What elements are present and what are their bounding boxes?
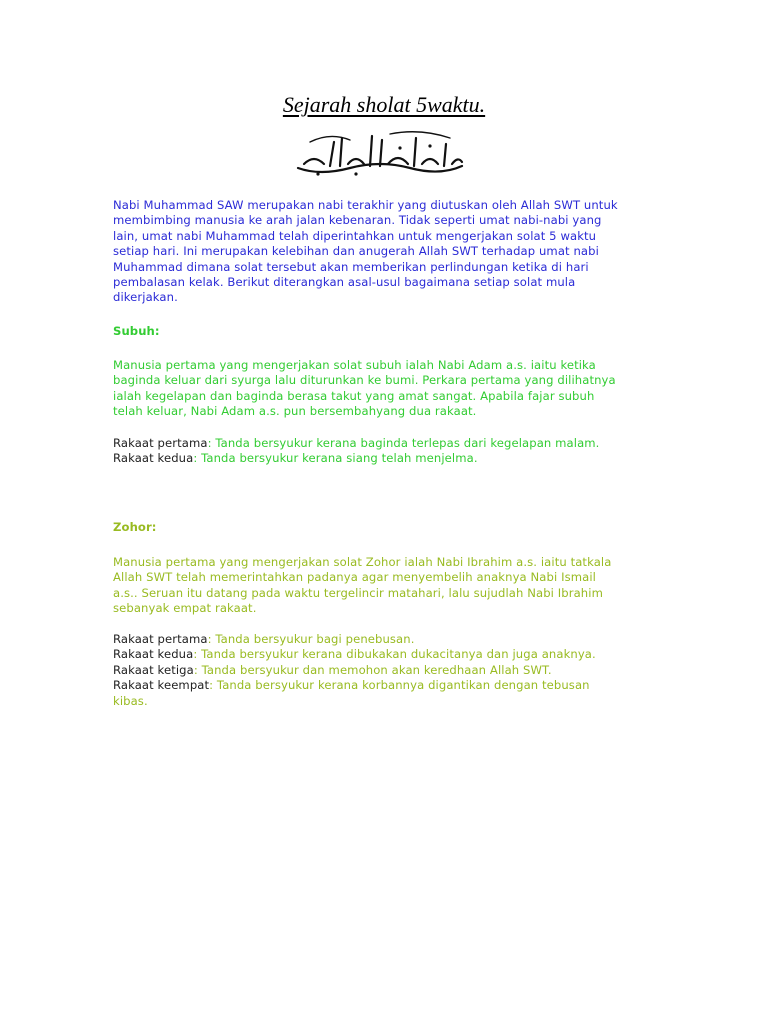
subuh-line: baginda keluar dari syurga lalu diturunkan ke bumi. Perkara pertama yang dilihatnya bbox=[113, 373, 616, 388]
subuh-line: ialah kegelapan dan baginda berasa takut yang amat sangat. Apabila fajar subuh bbox=[113, 388, 595, 403]
zohor-rakaat-list bbox=[113, 632, 633, 709]
rakaat-text: : Tanda bersyukur bagi penebusan. bbox=[207, 632, 415, 646]
rakaat-text: : Tanda bersyukur dan memohon akan keredhaan Allah SWT. bbox=[193, 662, 552, 677]
page-title bbox=[0, 92, 768, 118]
rakaat-label: Rakaat pertama bbox=[113, 436, 208, 450]
title-text: Sejarah sholat 5waktu. bbox=[282, 92, 486, 117]
rakaat-item bbox=[113, 632, 633, 647]
subuh-line: telah keluar, Nabi Adam a.s. pun bersembahyang dua rakaat. bbox=[113, 404, 477, 419]
intro-line: Nabi Muhammad SAW merupakan nabi terakhir yang diutuskan oleh Allah SWT untuk bbox=[113, 198, 618, 212]
rakaat-item bbox=[113, 451, 633, 466]
rakaat-text: : Tanda bersyukur kerana baginda terlepas dari kegelapan malam. bbox=[207, 436, 600, 450]
intro-line: lain, umat nabi Muhammad telah diperintahkan untuk mengerjakan solat 5 waktu bbox=[113, 228, 597, 243]
rakaat-label: Rakaat kedua bbox=[113, 451, 194, 466]
intro-line: Muhammad dimana solat tersebut akan memberikan perlindungan ketika di hari bbox=[113, 259, 589, 274]
zohor-line: Allah SWT telah memerintahkan padanya agar menyembelih anaknya Nabi Ismail bbox=[113, 570, 596, 585]
intro-paragraph bbox=[113, 198, 633, 306]
bismillah-calligraphy-icon bbox=[290, 124, 470, 184]
rakaat-item bbox=[113, 678, 633, 693]
zohor-paragraph bbox=[113, 555, 633, 617]
rakaat-label: Rakaat keempat bbox=[113, 678, 210, 693]
intro-line: membimbing manusia ke arah jalan kebenaran. Tidak seperti umat nabi-nabi yang bbox=[113, 213, 602, 228]
rakaat-item bbox=[113, 436, 633, 451]
intro-line: setiap hari. Ini merupakan kelebihan dan anugerah Allah SWT terhadap umat nabi bbox=[113, 244, 599, 259]
rakaat-continuation: kibas. bbox=[113, 693, 148, 708]
zohor-line: sebanyak empat rakaat. bbox=[113, 601, 257, 616]
rakaat-item bbox=[113, 663, 633, 678]
rakaat-label: Rakaat pertama bbox=[113, 632, 208, 646]
zohor-line: Manusia pertama yang mengerjakan solat Zohor ialah Nabi Ibrahim a.s. iaitu tatkala bbox=[113, 555, 612, 569]
intro-line: pembalasan kelak. Berikut diterangkan asal-usul bagaimana setiap solat mula bbox=[113, 275, 576, 290]
zohor-line: a.s.. Seruan itu datang pada waktu tergelincir matahari, lalu sujudlah Nabi Ibrahim bbox=[113, 585, 603, 600]
subuh-rakaat-list bbox=[113, 436, 633, 467]
rakaat-item bbox=[113, 647, 633, 662]
subuh-line: Manusia pertama yang mengerjakan solat subuh ialah Nabi Adam a.s. iaitu ketika bbox=[113, 358, 596, 372]
rakaat-text: : Tanda bersyukur kerana siang telah menjelma. bbox=[193, 451, 478, 466]
zohor-heading: Zohor: bbox=[113, 520, 157, 534]
rakaat-text: : Tanda bersyukur kerana korbannya digantikan dengan tebusan bbox=[209, 678, 590, 693]
rakaat-text: : Tanda bersyukur kerana dibukakan dukacitanya dan juga anaknya. bbox=[193, 647, 596, 662]
subuh-paragraph bbox=[113, 358, 633, 420]
intro-line: dikerjakan. bbox=[113, 290, 178, 305]
rakaat-label: Rakaat kedua bbox=[113, 647, 194, 662]
rakaat-label: Rakaat ketiga bbox=[113, 662, 194, 677]
subuh-heading: Subuh: bbox=[113, 324, 160, 338]
